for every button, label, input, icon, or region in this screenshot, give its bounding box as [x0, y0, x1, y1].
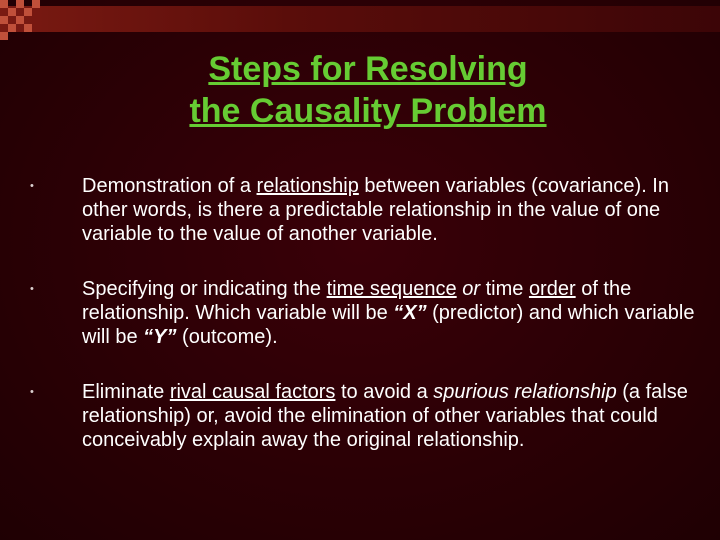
- bullet-item: [28, 277, 698, 349]
- bullet-item: [28, 174, 698, 246]
- underlined-term: relationship: [256, 175, 359, 197]
- bullet-text: Specifying or indicating the: [82, 278, 327, 300]
- bullet-text: Eliminate: [82, 381, 170, 403]
- underlined-term: order: [528, 278, 576, 300]
- top-decorative-band: [0, 6, 720, 32]
- checker-pattern-decoration: [0, 0, 60, 50]
- bullet-item: [28, 380, 698, 452]
- title-line-1: Steps for Resolving: [208, 50, 528, 88]
- italic-term: or: [462, 278, 481, 300]
- bullet-text: time: [480, 278, 529, 300]
- bullet-text: of the relationship. Which variable will be: [82, 278, 632, 324]
- bullet-text: (a false relationship) or, avoid the elimination of other variables that could conceivably explain away the original relationship.: [82, 381, 688, 451]
- underlined-term: rival causal factors: [169, 381, 336, 403]
- bullet-text: to avoid a: [335, 381, 434, 403]
- bullet-dot-icon: •: [30, 180, 34, 192]
- bullet-dot-icon: •: [30, 386, 34, 398]
- slide-title: [0, 48, 720, 132]
- bullet-list: [28, 174, 698, 483]
- bullet-text: (outcome).: [176, 326, 278, 348]
- bullet-text: Demonstration of a: [82, 175, 257, 197]
- underlined-term: time sequence: [326, 278, 457, 300]
- variable-x-label: “X”: [393, 302, 427, 324]
- variable-y-label: “Y”: [143, 326, 177, 348]
- title-line-2: the Causality Problem: [189, 92, 547, 130]
- bullet-text: (predictor) and which variable will be: [82, 302, 695, 348]
- bullet-dot-icon: •: [30, 283, 34, 295]
- bullet-text: between variables (covariance). In other words, is there a predictable relationship in the value of one variable to the value of another variable.: [82, 175, 669, 245]
- italic-term: spurious relationship: [433, 381, 617, 403]
